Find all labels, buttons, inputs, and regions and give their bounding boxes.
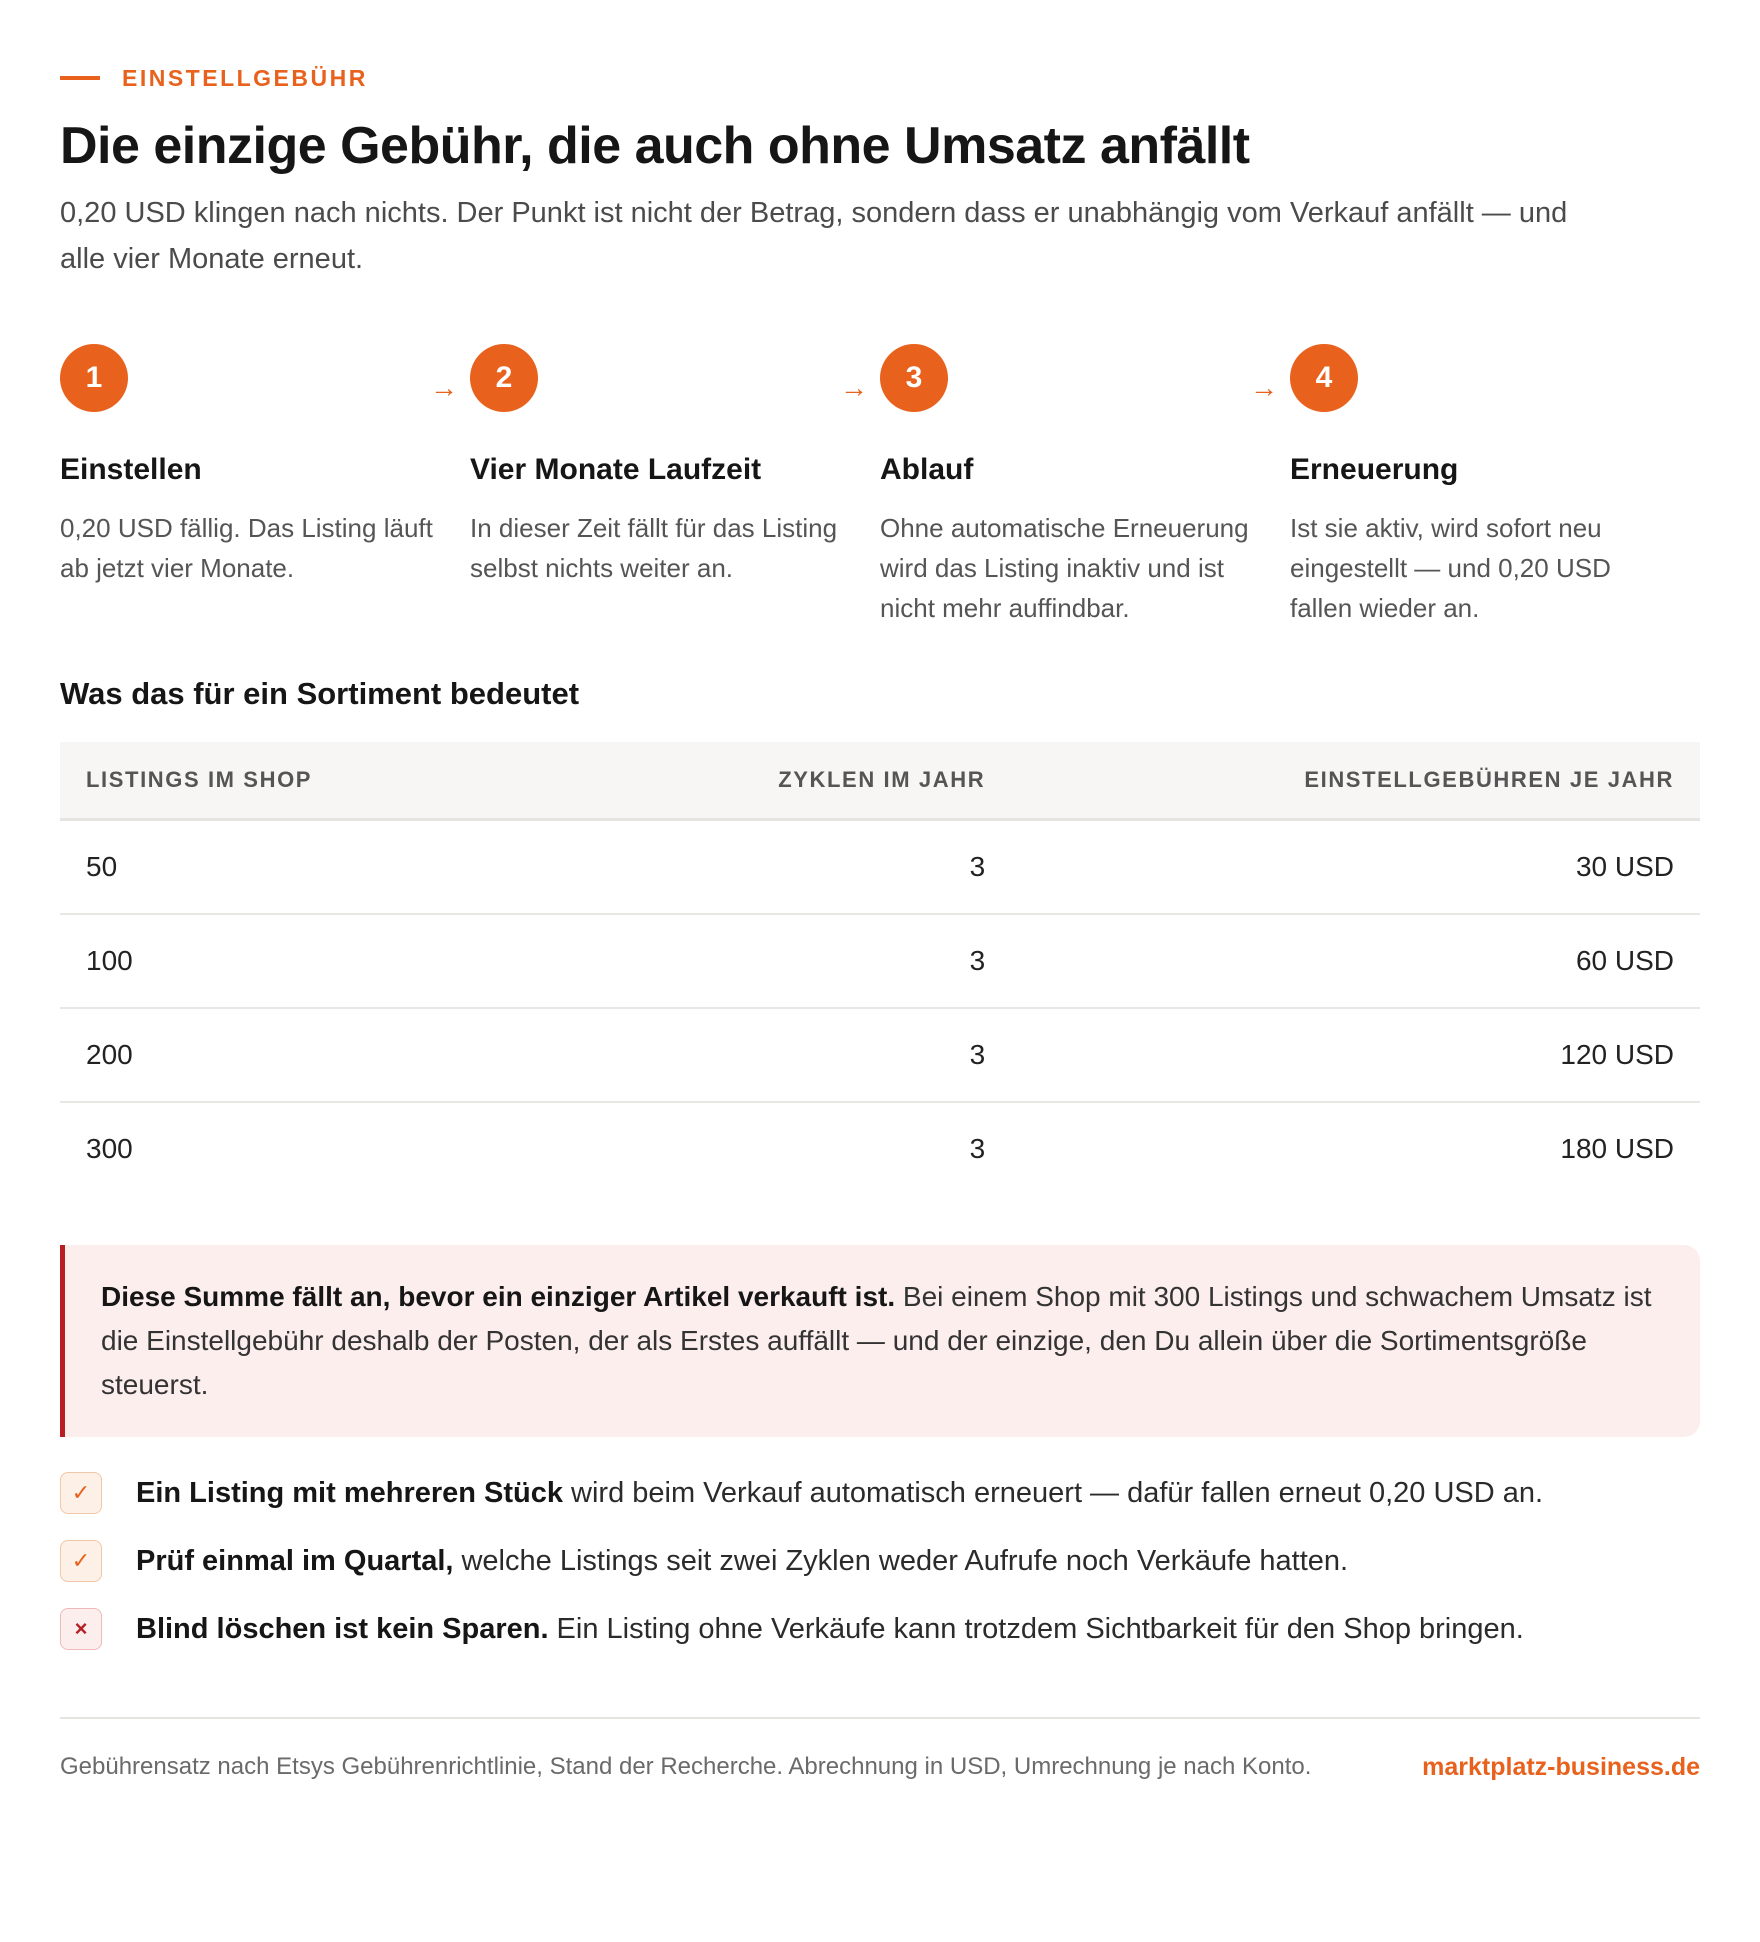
cell-cycles: 3 bbox=[969, 1133, 986, 1164]
cell-listings: 300 bbox=[86, 1133, 133, 1164]
checklist-text bbox=[136, 1545, 1348, 1578]
table-row bbox=[60, 1008, 1700, 1102]
step-title: Erneuerung bbox=[1290, 453, 1459, 486]
column-header-listings: LISTINGS IM SHOP bbox=[60, 742, 618, 820]
footer bbox=[60, 1717, 1700, 1785]
cell-cycles: 3 bbox=[618, 914, 1012, 1008]
table-row bbox=[60, 1102, 1700, 1195]
checkmark-icon: ✓ bbox=[60, 1540, 102, 1582]
checklist bbox=[60, 1459, 1700, 1663]
cell-fees: 30 USD bbox=[1011, 820, 1700, 915]
arrow-right-icon: → bbox=[430, 372, 458, 403]
step-text: Ist sie aktiv, wird sofort neu eingestellt — und 0,20 USD fallen wieder an. bbox=[1290, 513, 1611, 623]
cell-cycles: 3 bbox=[618, 820, 1012, 915]
brand-link[interactable]: marktplatz-business.de bbox=[1422, 1752, 1700, 1781]
table-header-row bbox=[60, 742, 1700, 820]
step-title: Vier Monate Laufzeit bbox=[470, 453, 762, 486]
cell-listings: 200 bbox=[60, 1008, 618, 1102]
column-header-fees: EINSTELLGEBÜHREN JE JAHR bbox=[1011, 742, 1700, 820]
cross-icon: × bbox=[60, 1608, 102, 1650]
step-number-badge: 4 bbox=[1290, 344, 1358, 412]
fee-table bbox=[60, 742, 1700, 1195]
step-1 bbox=[60, 344, 470, 628]
step-number-badge: 2 bbox=[470, 344, 538, 412]
page-title: Die einzige Gebühr, die auch ohne Umsatz anfällt bbox=[60, 117, 1250, 175]
lead-text: 0,20 USD klingen nach nichts. Der Punkt ist nicht der Betrag, sondern dass er unabhängig vom Verkauf anfällt — und alle vier Monate erneut. bbox=[60, 197, 1568, 275]
checklist-body: wird beim Verkauf automatisch erneuert — dafür fallen erneut 0,20 USD an. bbox=[571, 1476, 1544, 1509]
step-text: In dieser Zeit fällt für das Listing selbst nichts weiter an. bbox=[470, 513, 838, 583]
checklist-bold: Prüf einmal im Quartal, bbox=[136, 1544, 454, 1577]
eyebrow-label: EINSTELLGEBÜHR bbox=[122, 64, 368, 91]
footer-note: Gebührensatz nach Etsys Gebührenrichtlinie, Stand der Recherche. Abrechnung in USD, Umrechnung je nach Konto. bbox=[60, 1753, 1312, 1780]
arrow-right-icon: → bbox=[1250, 372, 1278, 403]
cell-fees: 60 USD bbox=[1011, 914, 1700, 1008]
step-number-badge: 1 bbox=[60, 344, 128, 412]
checklist-item bbox=[60, 1595, 1700, 1663]
warning-callout bbox=[60, 1245, 1700, 1437]
steps-row bbox=[60, 344, 1700, 628]
step-title: Einstellen bbox=[60, 453, 202, 486]
checklist-text bbox=[136, 1613, 1524, 1646]
step-number-badge: 3 bbox=[880, 344, 948, 412]
checklist-item bbox=[60, 1459, 1700, 1527]
cell-listings: 100 bbox=[60, 914, 618, 1008]
eyebrow bbox=[60, 60, 1700, 96]
checklist-body: Ein Listing ohne Verkäufe kann trotzdem Sichtbarkeit für den Shop bringen. bbox=[556, 1612, 1524, 1645]
checklist-bold: Blind löschen ist kein Sparen. bbox=[136, 1612, 549, 1645]
checkmark-icon: ✓ bbox=[60, 1472, 102, 1514]
table-row bbox=[60, 820, 1700, 915]
callout-bold: Diese Summe fällt an, bevor ein einziger Artikel verkauft ist. bbox=[101, 1281, 896, 1312]
step-text: 0,20 USD fällig. Das Listing läuft ab jetzt vier Monate. bbox=[60, 513, 433, 583]
cell-fees: 120 USD bbox=[1011, 1008, 1700, 1102]
checklist-item bbox=[60, 1527, 1700, 1595]
step-3 bbox=[840, 344, 1290, 628]
callout-text: Bei einem Shop mit 300 Listings und schwachem Umsatz ist die Einstellgebühr deshalb der Posten, der als Erstes auffällt — und der einzige, den Du allein über die Sortimentsgröße steuerst. bbox=[101, 1281, 1652, 1400]
column-header-cycles: ZYKLEN IM JAHR bbox=[618, 742, 1012, 820]
checklist-bold: Ein Listing mit mehreren Stück bbox=[136, 1476, 564, 1509]
cell-listings: 50 bbox=[60, 820, 618, 915]
step-text: Ohne automatische Erneuerung wird das Listing inaktiv und ist nicht mehr auffindbar. bbox=[880, 513, 1249, 623]
cell-fees: 180 USD bbox=[1560, 1133, 1674, 1164]
checklist-body: welche Listings seit zwei Zyklen weder Aufrufe noch Verkäufe hatten. bbox=[461, 1544, 1349, 1577]
step-title: Ablauf bbox=[880, 453, 974, 486]
checklist-text bbox=[136, 1477, 1543, 1510]
table-heading: Was das für ein Sortiment bedeutet bbox=[60, 676, 580, 711]
step-2 bbox=[430, 344, 880, 628]
step-4 bbox=[1250, 344, 1700, 628]
eyebrow-dash bbox=[60, 76, 100, 80]
table-row bbox=[60, 914, 1700, 1008]
arrow-right-icon: → bbox=[840, 372, 868, 403]
cell-cycles: 3 bbox=[618, 1008, 1012, 1102]
